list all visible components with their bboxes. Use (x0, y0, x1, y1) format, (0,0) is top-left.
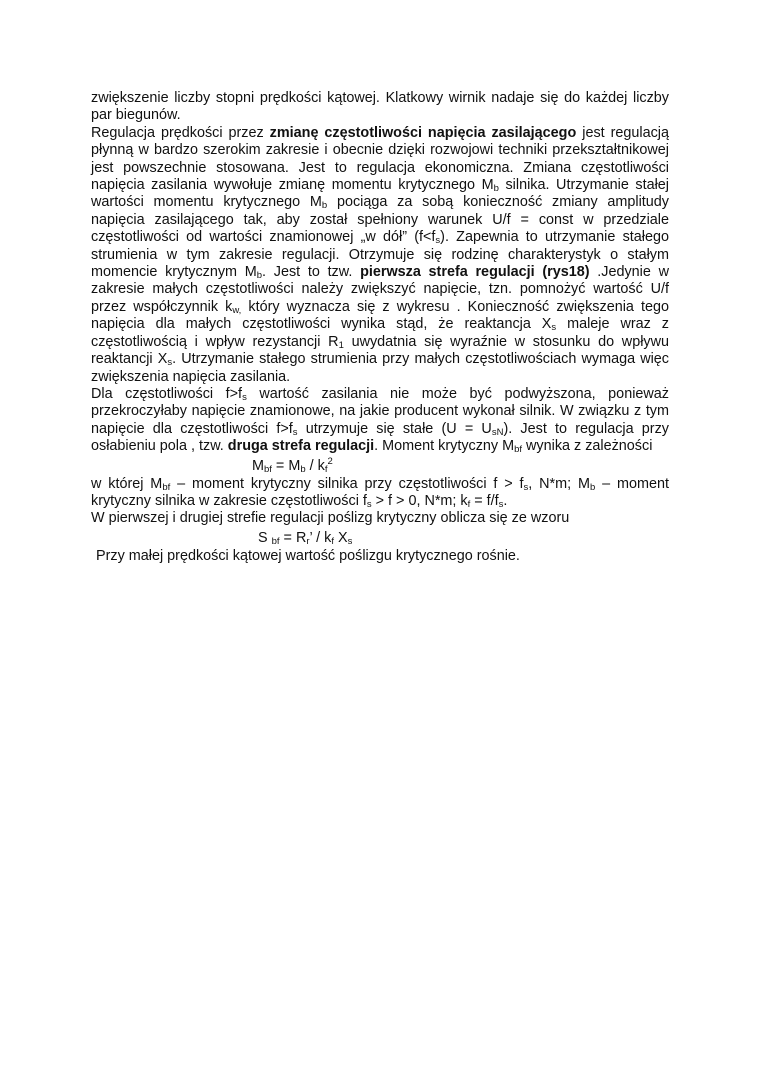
subscript: b (493, 183, 499, 195)
subscript: s (167, 357, 173, 369)
superscript: 2 (327, 455, 333, 467)
text-run: = f/f (470, 492, 499, 509)
text-run: = R (279, 529, 307, 546)
bold-text: pierwsza strefa regulacji (rys18) (360, 264, 590, 281)
subscript: s (366, 498, 372, 510)
text-run: silnika. Utrzymanie stałej wartości momentu krytycznego M (91, 177, 669, 211)
text-run: – moment krytyczny silnika przy częstotliwości f > f (170, 475, 524, 492)
text-run: ). Jest to regulacja przy osłabieniu pola , tzw. (91, 420, 669, 455)
text-run: – moment krytyczny silnika w zakresie częstotliwości f (91, 475, 669, 509)
paragraph-slip-intro (91, 510, 669, 527)
text-run: / k (305, 457, 325, 474)
subscript: s (498, 498, 504, 510)
text-run: maleje wraz z częstotliwością i wpływ rezystancji R (91, 316, 669, 350)
paragraph-formula-explanation (91, 476, 669, 511)
subscript: b (300, 463, 306, 475)
subscript: r (306, 535, 310, 547)
subscript: b (321, 200, 328, 212)
text-run: . Moment krytyczny M (374, 438, 515, 455)
text-run: utrzymuje się stałe (U = U (297, 420, 492, 437)
text-run: uwydatnia się wyraźnie w stosunku do wpływu reaktancji X (91, 333, 669, 368)
subscript: w, (232, 304, 242, 316)
document-page (91, 90, 669, 565)
text-run: wartość zasilania nie może być podwyższona, ponieważ przekroczyłaby napięcie znamionowe, na jakie producent wykonał silnik. W związku z tym napięcie dla częstotliwości f>f (91, 385, 669, 437)
subscript: f (324, 463, 328, 475)
text-run: .Jedynie w zakresie małych częstotliwości należy zwiększyć napięcie, tzn. pomnożyć wartość U/f przez współczynnik k (91, 264, 669, 315)
subscript: bf (264, 463, 272, 475)
subscript: b (589, 481, 596, 493)
subscript: f (331, 535, 335, 547)
subscript: s (347, 535, 353, 547)
subscript: bf (514, 444, 523, 456)
subscript: s (435, 235, 441, 247)
subscript: sN (491, 426, 504, 438)
paragraph-conclusion (91, 548, 669, 565)
text-run: zwiększenie liczby stopni prędkości kątowej. Klatkowy wirnik nadaje się do każdej liczby par biegunów. (91, 90, 669, 124)
text-run: M (252, 457, 264, 474)
subscript: 1 (338, 339, 344, 351)
subscript: s (242, 391, 247, 403)
text-run: ’ / k (309, 529, 332, 546)
text-run: > f > 0, N*m; k (371, 492, 468, 509)
text-run: W pierwszej i drugiej strefie regulacji poślizg krytyczny oblicza się ze wzoru (91, 510, 570, 527)
text-run: Regulacja prędkości przez (91, 124, 270, 141)
subscript: s (551, 322, 557, 334)
paragraph-frequency-regulation (91, 125, 669, 386)
text-run: Dla częstotliwości f>f (91, 385, 243, 402)
subscript: b (256, 270, 263, 282)
text-run: . Jest to tzw. (262, 264, 361, 281)
formula-critical-slip (91, 528, 669, 548)
bold-text: druga strefa regulacji (227, 438, 375, 455)
text-run: pociąga za sobą konieczność zmiany amplitudy napięcia zasilającego tak, aby został spełniony warunek U/f = const w przedziale częstotliwości od wartości znamionowej „w dół” (f<f (91, 194, 670, 246)
text-run: ). Zapewnia to utrzymanie stałego strumienia w tym zakresie regulacji. Otrzymuje się rodzinę charakterystyk o stałym momencie krytycznym M (91, 229, 670, 281)
text-run: X (334, 529, 348, 546)
formula-critical-moment (91, 456, 669, 476)
text-run: który wyznacza się z wykresu . Konieczność zwiększenia tego napięcia dla małych częstotliwości wynika stąd, że reaktancja X (91, 298, 669, 333)
text-run: , N*m; M (528, 475, 590, 492)
text-run: w której M (91, 475, 163, 492)
text-run: wynika z zależności (522, 438, 653, 455)
subscript: s (523, 481, 529, 493)
text-run: S (258, 529, 272, 546)
subscript: f (467, 498, 471, 510)
subscript: bf (271, 535, 280, 547)
paragraph-second-zone (91, 386, 669, 456)
bold-text: zmianę częstotliwości napięcia zasilającego (269, 124, 577, 141)
subscript: bf (162, 481, 171, 493)
text-run: . (503, 492, 508, 509)
text-run: jest regulacją płynną w bardzo szerokim zakresie i obecnie dzięki rozwojowi techniki przekształtnikowej jest powszechnie stosowana. Jest to regulacja ekonomiczna. Zmiana częstotliwości napięcia zasilania wywołuje zmianę momentu krytycznego M (91, 124, 669, 194)
paragraph-intro (91, 90, 669, 125)
text-run: Przy małej prędkości kątowej wartość poślizgu krytycznego rośnie. (96, 547, 520, 564)
text-run: = M (271, 457, 301, 474)
subscript: s (292, 426, 298, 438)
text-run: . Utrzymanie stałego strumienia przy małych częstotliwościach wymaga więc zwiększenia napięcia zasilania. (91, 351, 669, 385)
